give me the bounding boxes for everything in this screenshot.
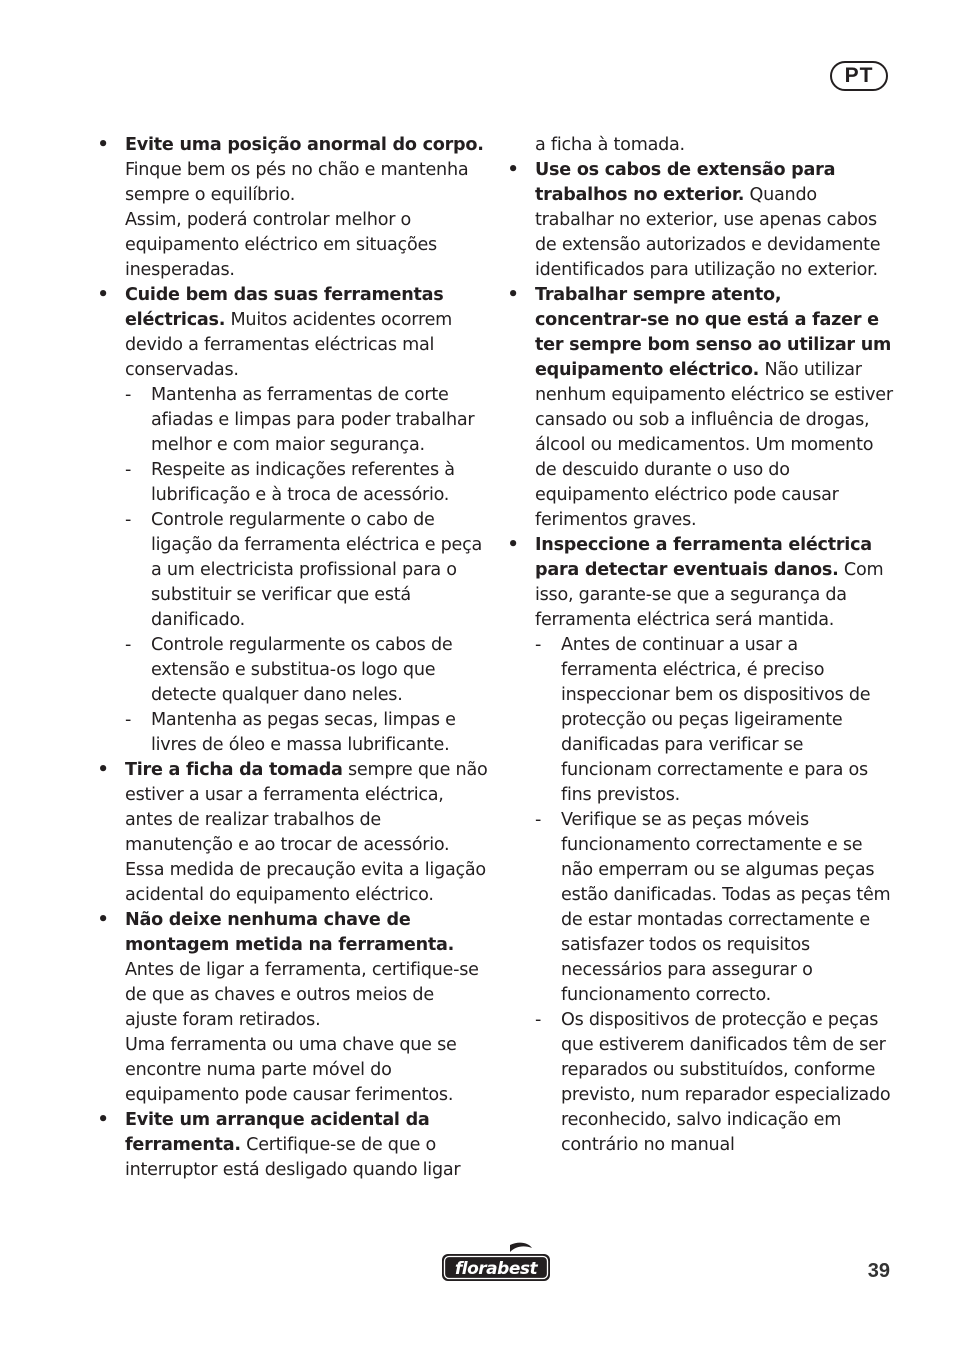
bullet-text: Muitos acidentes ocorrem devido a ferramentas eléctricas mal conservadas. (125, 310, 453, 380)
sub-item (125, 708, 488, 758)
bullet-extra: Uma ferramenta ou uma chave que se encontre numa parte móvel do equipamento pode causar ferimentos. (125, 1035, 457, 1105)
sub-item (125, 383, 488, 458)
logo-text: florabest (454, 1259, 538, 1279)
language-badge: PT (830, 61, 888, 91)
bullet-lead: Inspeccione a ferramenta eléctrica para detectar eventuais danos. (535, 535, 872, 580)
bullet-lead: Cuide bem das suas ferramentas eléctricas. (125, 285, 444, 330)
bullet-paragraph (535, 533, 898, 633)
sub-item (125, 508, 488, 633)
bullet-item (506, 533, 898, 1158)
sub-item-text: Mantenha as pegas secas, limpas e livres de óleo e massa lubrificante. (151, 710, 456, 755)
bullet-lead: Evite um arranque acidental da ferramenta. (125, 1110, 430, 1155)
bullet-icon: • (97, 135, 109, 155)
dash-marker: - (535, 635, 542, 655)
bullet-item (506, 158, 898, 283)
sub-item (535, 633, 898, 808)
sub-item-text: Respeite as indicações referentes à lubrificação e à troca de acessório. (151, 460, 455, 505)
right-column (506, 133, 898, 1158)
bullet-text: Finque bem os pés no chão e mantenha sempre o equilíbrio. (125, 160, 469, 205)
bullet-lead: Não deixe nenhuma chave de montagem metida na ferramenta. (125, 910, 455, 955)
sub-item-text: Mantenha as ferramentas de corte afiadas e limpas para poder trabalhar melhor e com maior segurança. (151, 385, 475, 455)
bullet-text: Com isso, garante-se que a segurança da ferramenta eléctrica será mantida. (535, 560, 884, 630)
bullet-icon: • (507, 285, 519, 305)
bullet-icon: • (507, 160, 519, 180)
bullet-item (96, 283, 488, 758)
bullet-item (96, 908, 488, 1108)
bullet-lead: Trabalhar sempre atento, concentrar-se no que está a fazer e ter sempre bom senso ao utilizar um equipamento eléctrico. (535, 285, 892, 380)
dash-marker: - (535, 810, 542, 830)
bullet-text: Antes de ligar a ferramenta, certifique-se de que as chaves e outros meios de ajuste foram retirados. (125, 960, 479, 1030)
bullet-icon: • (97, 1110, 109, 1130)
bullet-text: sempre que não estiver a usar a ferramenta eléctrica, antes de realizar trabalhos de manutenção e ao trocar de acessório. Essa medida de precaução evita a ligação acidental do equipamento eléctrico. (125, 760, 488, 905)
bullet-lead: Evite uma posição anormal do corpo. (125, 135, 484, 155)
continuation-text: a ficha à tomada. (535, 135, 685, 155)
sub-item-text: Controle regularmente o cabo de ligação da ferramenta eléctrica e peça a um electricista profissional para o substituir se verificar que está danificado. (151, 510, 483, 630)
bullet-icon: • (97, 285, 109, 305)
right-column-items (506, 158, 898, 1158)
bullet-paragraph (535, 283, 898, 533)
bullet-item (96, 758, 488, 908)
bullet-extra: Assim, poderá controlar melhor o equipamento eléctrico em situações inesperadas. (125, 210, 437, 280)
florabest-logo (440, 1240, 552, 1288)
bullet-paragraph (535, 158, 898, 283)
dash-marker: - (125, 710, 132, 730)
bullet-icon: • (507, 535, 519, 555)
dash-marker: - (535, 1010, 542, 1030)
dash-marker: - (125, 635, 132, 655)
bullet-paragraph (125, 908, 488, 1033)
bullet-item (96, 133, 488, 283)
sub-item-text: Antes de continuar a usar a ferramenta eléctrica, é preciso inspeccionar bem os dispositivos de protecção ou peças ligeiramente danificadas para verificar se funcionam correctamente e para os fins previstos. (561, 635, 871, 805)
left-column (96, 133, 488, 1183)
bullet-paragraph (125, 133, 488, 208)
sub-item-text: Verifique se as peças móveis funcionamento correctamente e se não emperram ou se algumas peças estão danificadas. Todas as peças têm de estar montadas correctamente e satisfazer todos os requisitos necessários para assegurar o funcionamento correcto. (561, 810, 891, 1005)
dash-marker: - (125, 510, 132, 530)
bullet-paragraph (125, 283, 488, 383)
sub-item-text: Os dispositivos de protecção e peças que estiverem danificados têm de ser reparados ou substituídos, conforme previsto, num reparador especializado reconhecido, salvo indicação em contrário no manual (561, 1010, 891, 1155)
dash-marker: - (125, 385, 132, 405)
bullet-text: Certifique-se de que o interruptor está desligado quando ligar (125, 1135, 461, 1180)
bullet-icon: • (97, 910, 109, 930)
bullet-paragraph (125, 758, 488, 908)
sub-item (125, 633, 488, 708)
sub-item (125, 458, 488, 508)
sub-item-text: Controle regularmente os cabos de extensão e substitua-os logo que detecte qualquer dano neles. (151, 635, 453, 705)
bullet-text: Quando trabalhar no exterior, use apenas cabos de extensão autorizados e devidamente identificados para utilização no exterior. (535, 185, 881, 280)
bullet-lead: Use os cabos de extensão para trabalhos no exterior. (535, 160, 836, 205)
dash-marker: - (125, 460, 132, 480)
logo-graphic (440, 1240, 552, 1284)
bullet-lead: Tire a ficha da tomada (125, 760, 343, 780)
page-number: 39 (867, 1260, 890, 1282)
bullet-item (506, 283, 898, 533)
bullet-text: Não utilizar nenhum equipamento eléctrico se estiver cansado ou sob a influência de drogas, álcool ou medicamentos. Um momento de descuido durante o uso do equipamento eléctrico pode causar ferimentos graves. (535, 360, 893, 530)
bullet-item (96, 1108, 488, 1183)
sub-item (535, 808, 898, 1008)
bullet-icon: • (97, 760, 109, 780)
sub-item (535, 1008, 898, 1158)
bullet-paragraph (125, 1108, 488, 1183)
